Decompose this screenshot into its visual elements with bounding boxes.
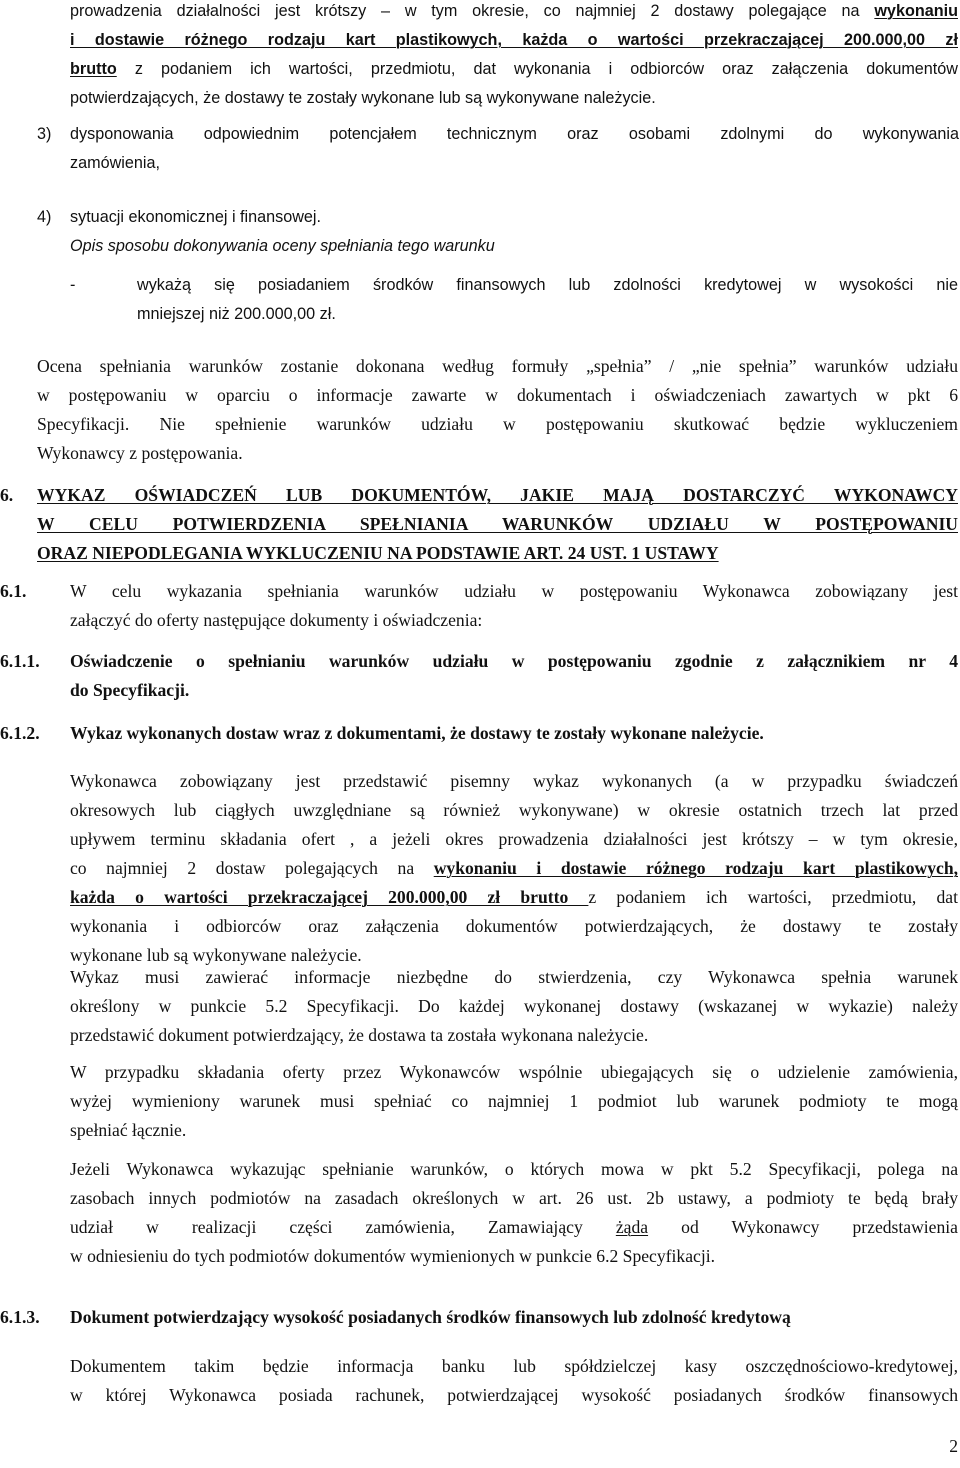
text-line [70, 647, 958, 676]
heading-text: WYKAZ OŚWIADCZEŃ LUB DOKUMENTÓW, JAKIE MAJĄ DOSTARCZYĆ WYKONAWCY [37, 485, 958, 505]
text-line: w odniesieniu do tych podmiotów dokumentów wymienionych w punkcie 6.2 Specyfikacji. [70, 1246, 715, 1266]
bold-text: Oświadczenie o spełnianiu warunków udziału w postępowaniu zgodnie z załącznikiem nr 4 [70, 651, 958, 671]
text-line: dysponowania odpowiednim potencjałem technicznym oraz osobami zdolnymi do wykonywania [70, 125, 959, 143]
underlined-text: żąda [615, 1217, 649, 1237]
page-number: 2 [949, 1436, 958, 1456]
wspolne-paragraph [70, 1058, 958, 1145]
heading-line [37, 510, 958, 539]
list-item-4 [37, 203, 959, 261]
bold-text: do Specyfikacji. [70, 680, 190, 700]
text-line [70, 0, 958, 26]
text-line: Dokumentem takim będzie informacja banku lub spółdzielczej kasy oszczędnościowo-kredytowej, [70, 1356, 958, 1376]
text-line: wykonane lub są wykonywane należycie. [70, 945, 362, 965]
text-line: Wykonawcy z postępowania. [37, 443, 243, 463]
list-number: 4) [37, 208, 52, 226]
underlined-text: i dostawie różnego rodzaju kart plastikowych, każda o wartości przekraczającej 200.000,00 zł [70, 31, 958, 49]
dash-marker: - [70, 276, 76, 294]
underlined-text: wykonaniu [874, 2, 958, 20]
wykaz-paragraph [70, 767, 958, 970]
section-title: Dokument potwierdzający wysokość posiadanych środków finansowych lub zdolność kredytową [70, 1307, 791, 1327]
text-line: spełniać łącznie. [70, 1120, 187, 1140]
text-line: wyżej wymieniony warunek musi spełniać co najmniej 1 podmiot lub warunek podmioty te mogą [70, 1091, 958, 1111]
text-line: Specyfikacji. Nie spełnienie warunków udziału w postępowaniu skutkować będzie wykluczeniem [37, 414, 958, 434]
section-6-heading [0, 481, 958, 568]
section-6-1-3 [0, 1303, 958, 1332]
heading-text: ORAZ NIEPODLEGANIA WYKLUCZENIU NA PODSTAWIE ART. 24 UST. 1 USTAWY [37, 543, 719, 563]
text-line: mniejszej niż 200.000,00 zł. [137, 305, 336, 323]
section-6-1-2 [0, 719, 958, 748]
text-span: z podaniem ich wartości, przedmiotu, dat [588, 887, 958, 907]
section-6-1 [0, 577, 958, 635]
section-number: 6.1.3. [0, 1307, 40, 1327]
text-line: sytuacji ekonomicznej i finansowej. [70, 208, 322, 226]
text-line: W celu wykazania spełniania warunków udziału w postępowaniu Wykonawca zobowiązany jest [70, 581, 958, 601]
text-line [70, 676, 958, 705]
italic-note: Opis sposobu dokonywania oceny spełniania tego warunku [70, 237, 495, 255]
text-line: potwierdzających, że dostawy te zostały wykonane lub są wykonywane należycie. [70, 89, 656, 107]
text-line: wykażą się posiadaniem środków finansowych lub zdolności kredytowej w wysokości nie [137, 276, 958, 294]
text-line [70, 1213, 958, 1242]
ocena-paragraph [37, 352, 958, 468]
text-line: Wykonawca zobowiązany jest przedstawić pisemny wykaz wykonanych (a w przypadku świadczeń [70, 771, 958, 791]
text-line [70, 854, 958, 883]
heading-text: W CELU POTWIERDZENIA SPEŁNIANIA WARUNKÓW UDZIAŁU W POSTĘPOWANIU [37, 514, 958, 534]
list-item-3 [37, 120, 959, 178]
zasoby-paragraph [70, 1155, 958, 1271]
dash-item [70, 271, 958, 329]
text-span: z podaniem ich wartości, przedmiotu, dat wykonania i odbiorców oraz załączenia dokumentów [116, 60, 958, 78]
section-number: 6.1.2. [0, 723, 40, 743]
underlined-text: brutto [70, 60, 117, 78]
underlined-text: każda o wartości przekraczającej 200.000,00 zł brutto [70, 887, 589, 907]
text-span: prowadzenia działalności jest krótszy – w tym okresie, co najmniej 2 dostawy polegające na [70, 2, 875, 20]
text-line: Wykaz musi zawierać informacje niezbędne do stwierdzenia, czy Wykonawca spełnia warunek [70, 967, 958, 987]
text-line: Ocena spełniania warunków zostanie dokonana według formuły „spełnia” / „nie spełnia” warunków udziału [37, 356, 958, 376]
text-line: przedstawić dokument potwierdzający, że dostawa ta została wykonana należycie. [70, 1025, 649, 1045]
heading-line [37, 539, 958, 568]
heading-line [37, 481, 958, 510]
text-line: wykonania i odbiorców oraz załączenia dokumentów potwierdzających, że dostawy te zostały [70, 916, 958, 936]
text-line [70, 26, 958, 55]
section-number: 6.1. [0, 581, 27, 601]
section-number: 6. [0, 485, 14, 505]
text-line: załączyć do oferty następujące dokumenty i oświadczenia: [70, 610, 483, 630]
text-line: W przypadku składania oferty przez Wykonawców wspólnie ubiegających się o udzielenie zamówienia, [70, 1062, 958, 1082]
text-line: w postępowaniu w oparciu o informacje zawarte w dokumentach i oświadczeniach zawartych w pkt 6 [37, 385, 958, 405]
text-line: w której Wykonawca posiada rachunek, potwierdzającej wysokość posiadanych środków finansowych [70, 1385, 958, 1405]
section-number: 6.1.1. [0, 651, 40, 671]
text-span: od Wykonawcy przedstawienia [648, 1217, 958, 1237]
dokument-paragraph [70, 1352, 958, 1410]
wykaz-info-paragraph [70, 963, 958, 1050]
section-6-1-1 [0, 647, 958, 705]
text-line: określony w punkcie 5.2 Specyfikacji. Do każdej wykonanej dostawy (wskazanej w wykazie) należy [70, 996, 958, 1016]
text-line: zasobach innych podmiotów na zasadach określonych w art. 26 ust. 2b ustawy, a podmioty te będą brały [70, 1188, 958, 1208]
text-line [70, 883, 958, 912]
text-span: co najmniej 2 dostaw polegających na [70, 858, 434, 878]
text-span: udział w realizacji części zamówienia, Zamawiający [70, 1217, 616, 1237]
continuation-paragraph [70, 0, 958, 113]
text-line [70, 55, 958, 84]
list-number: 3) [37, 125, 52, 143]
text-line: zamówienia, [70, 154, 160, 172]
text-line: Jeżeli Wykonawca wykazując spełnianie warunków, o których mowa w pkt 5.2 Specyfikacji, polega na [70, 1159, 958, 1179]
section-title: Wykaz wykonanych dostaw wraz z dokumentami, że dostawy te zostały wykonane należycie. [70, 723, 764, 743]
underlined-text: wykonaniu i dostawie różnego rodzaju kart plastikowych, [433, 858, 958, 878]
text-line: okresowych lub ciągłych uwzględniane są również wykonywane) w okresie ostatnich trzech lat przed [70, 800, 958, 820]
text-line: upływem terminu składania ofert , a jeżeli okres prowadzenia działalności jest krótszy – w tym okresie, [70, 829, 958, 849]
